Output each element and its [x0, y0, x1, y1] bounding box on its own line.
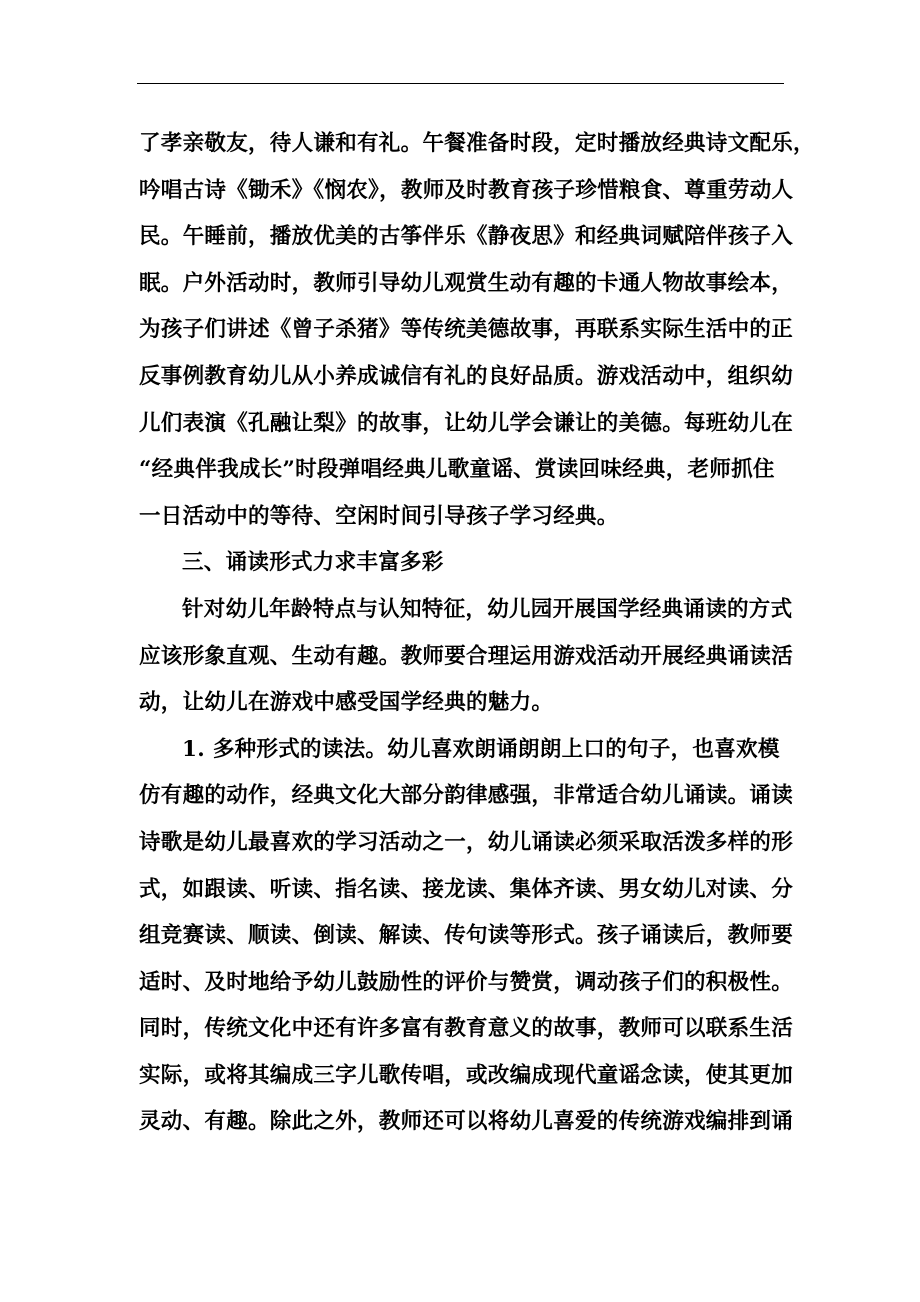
text-line: 了孝亲敬友，待人谦和有礼。午餐准备时段，定时播放经典诗文配乐， — [139, 131, 815, 156]
text-line: 灵动、有趣。除此之外，教师还可以将幼儿喜爱的传统游戏编排到诵 — [139, 1109, 794, 1135]
text-line: 应该形象直观、生动有趣。教师要合理运用游戏活动开展经典诵读活 — [139, 643, 794, 669]
text-line: 一日活动中的等待、空闲时间引导孩子学习经典。 — [139, 503, 619, 529]
text-line: 眠。户外活动时，教师引导幼儿观赏生动有趣的卡通人物故事绘本， — [139, 270, 794, 296]
text-line: 同时，传统文化中还有许多富有教育意义的故事，教师可以联系生活 — [139, 1016, 794, 1042]
text-line: 民。午睡前，播放优美的古筝伴乐《静夜思》和经典词赋陪伴孩子入 — [139, 224, 794, 250]
text-line: 儿们表演《孔融让梨》的故事，让幼儿学会谦让的美德。每班幼儿在 — [139, 410, 794, 436]
text-line: 吟唱古诗《锄禾》《悯农》，教师及时教育孩子珍惜粮食、尊重劳动人 — [139, 177, 794, 203]
text-line: 组竞赛读、顺读、倒读、解读、传句读等形式。孩子诵读后，教师要 — [139, 923, 794, 949]
text-line: 针对幼儿年龄特点与认知特征，幼儿园开展国学经典诵读的方式 — [182, 596, 793, 622]
text-line: 反事例教育幼儿从小养成诚信有礼的良好品质。游戏活动中，组织幼 — [139, 363, 794, 389]
text-line: 诗歌是幼儿最喜欢的学习活动之一，幼儿诵读必须采取活泼多样的形 — [139, 829, 794, 855]
document-body — [139, 121, 815, 1146]
text-line: 动，让幼儿在游戏中感受国学经典的魅力。 — [139, 690, 554, 716]
numbered-item-heading: 1. 多种形式的读法。幼儿喜欢朗诵朗朗上口的句子，也喜欢模 — [182, 736, 780, 762]
text-line: 仿有趣的动作，经典文化大部分韵律感强，非常适合幼儿诵读。诵读 — [139, 783, 794, 809]
text-line: 实际，或将其编成三字儿歌传唱，或改编成现代童谣念读，使其更加 — [139, 1062, 794, 1088]
text-line: 适时、及时地给予幼儿鼓励性的评价与赞赏，调动孩子们的积极性。 — [139, 969, 794, 995]
text-line: 式，如跟读、听读、指名读、接龙读、集体齐读、男女幼儿对读、分 — [139, 876, 794, 902]
header-divider — [137, 83, 784, 84]
section-heading: 三、诵读形式力求丰富多彩 — [182, 550, 444, 576]
text-line: 为孩子们讲述《曾子杀猪》等传统美德故事，再联系实际生活中的正 — [139, 317, 794, 343]
text-line: “经典伴我成长”时段弹唱经典儿歌童谣、赏读回味经典，老师抓住 — [139, 457, 775, 483]
